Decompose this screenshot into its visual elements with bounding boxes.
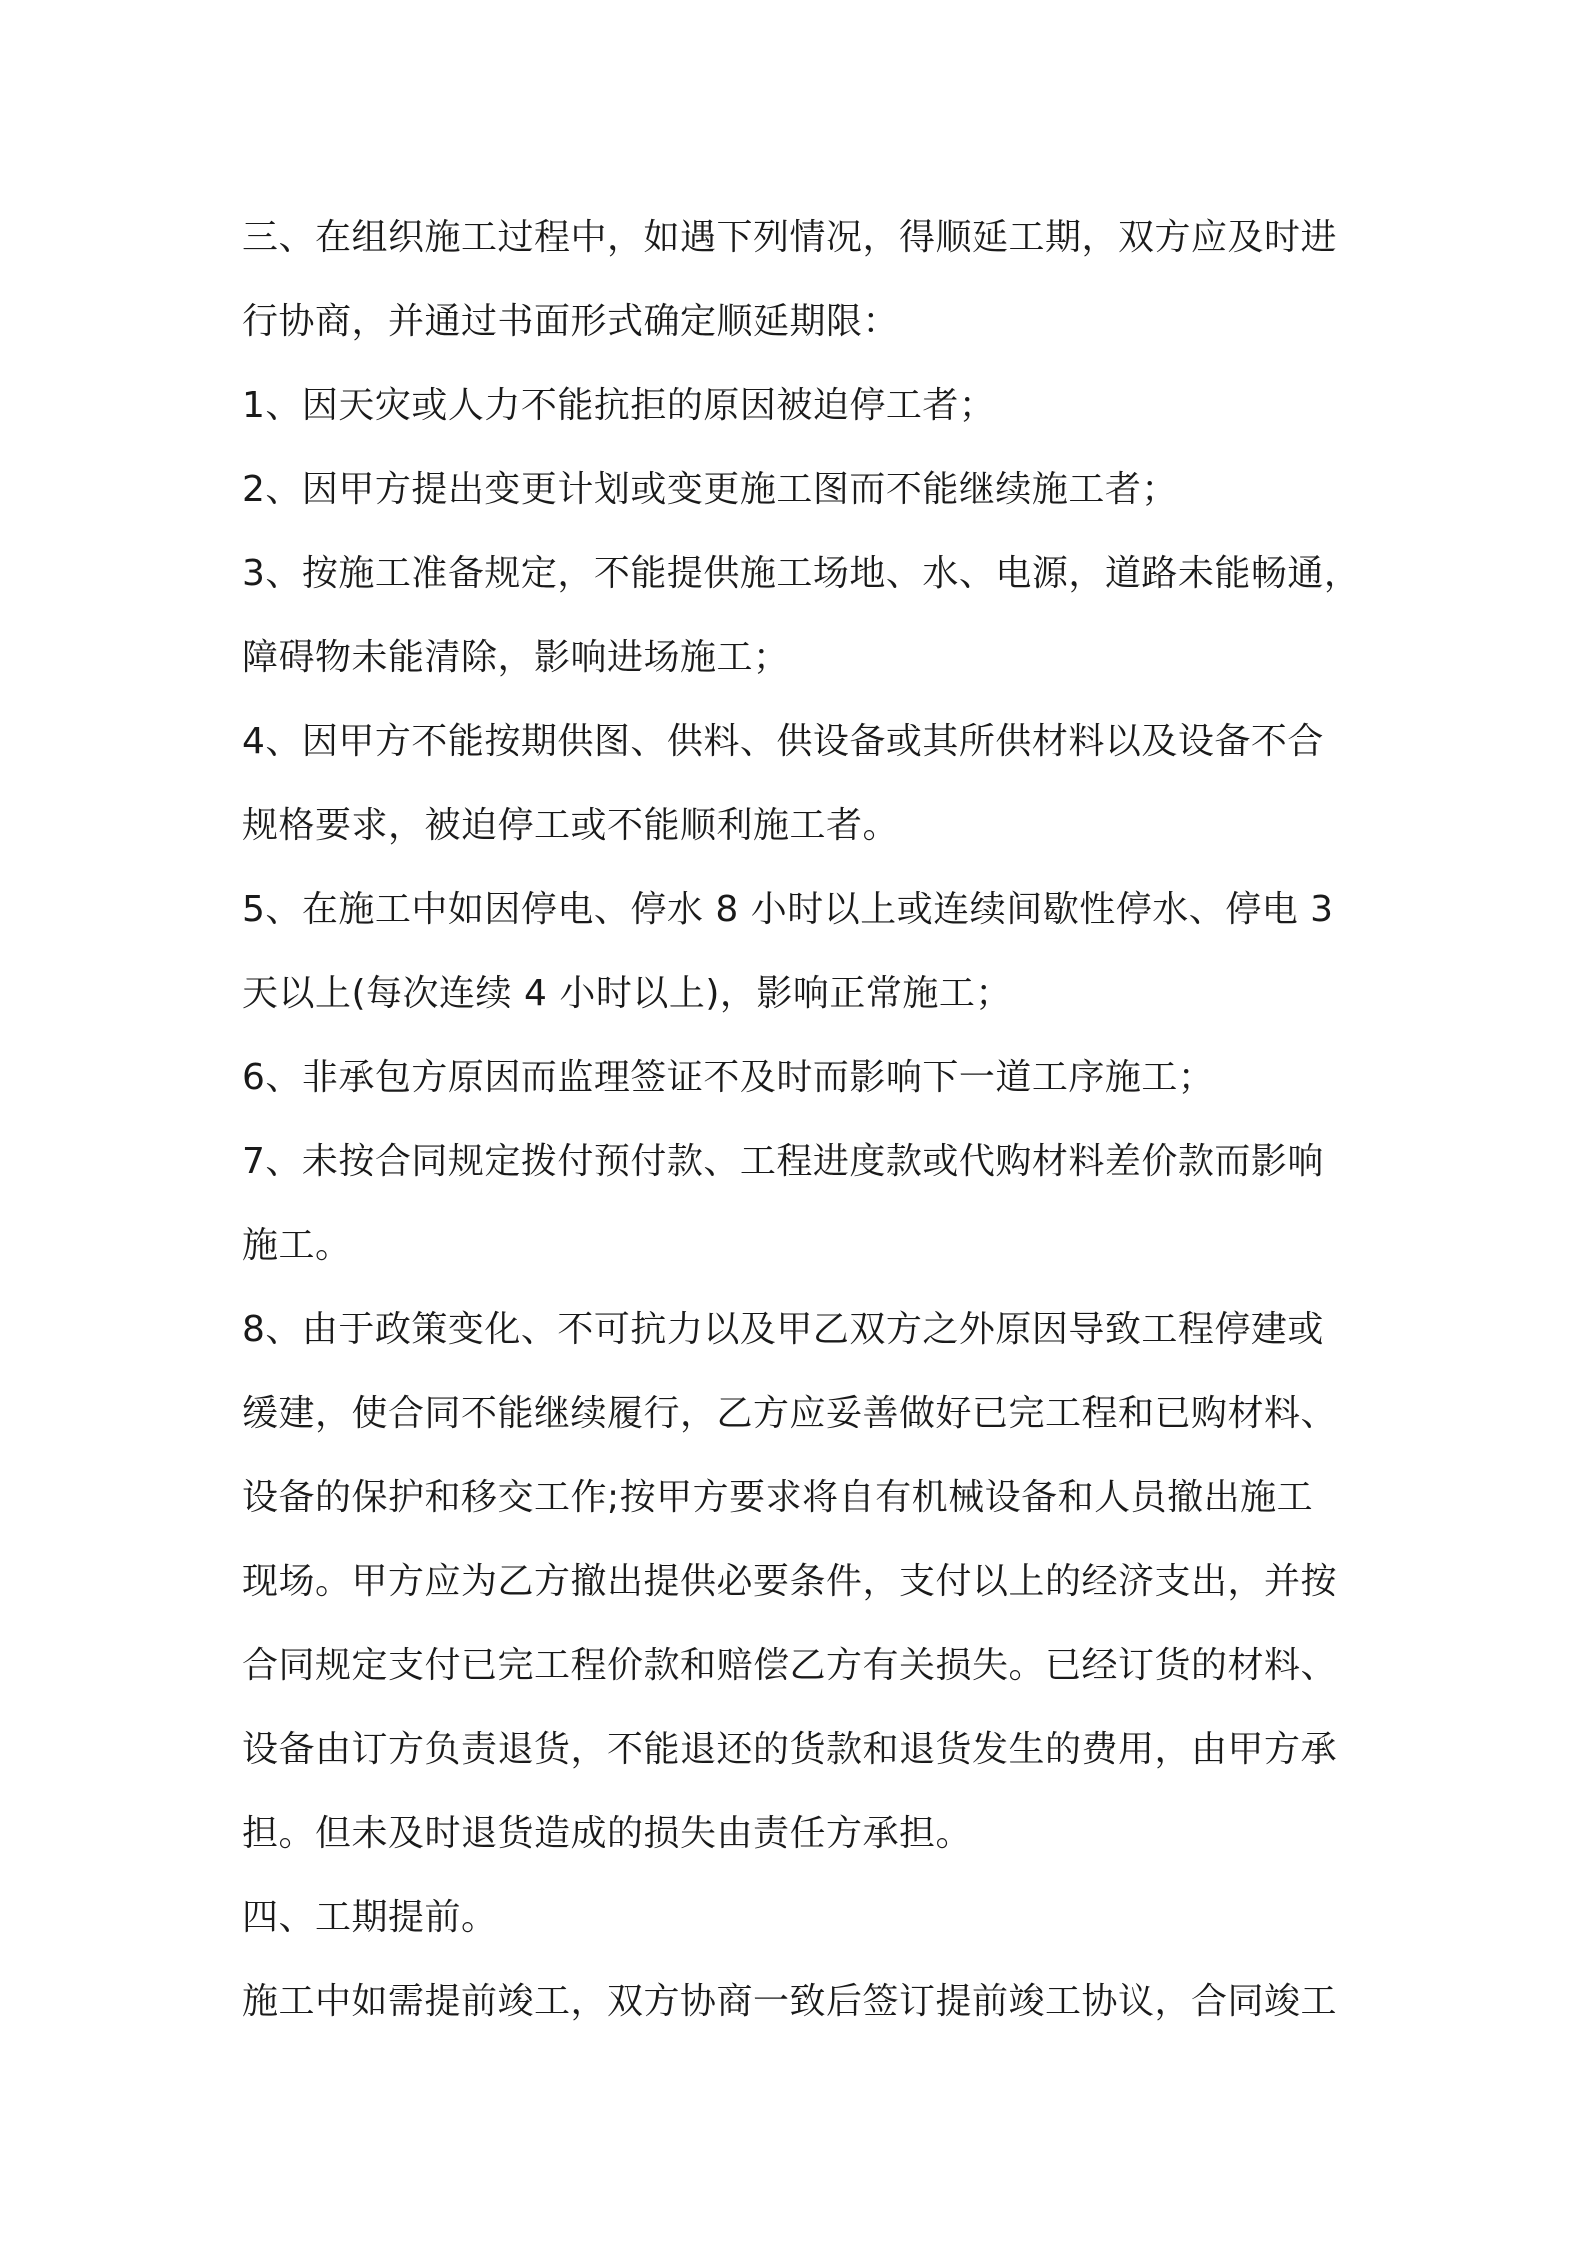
text-line: 设备的保护和移交工作;按甲方要求将自有机械设备和人员撤出施工 (242, 1477, 1314, 1518)
text-line: 障碍物未能清除，影响进场施工； (242, 637, 790, 678)
text-line: 三、在组织施工过程中，如遇下列情况，得顺延工期，双方应及时进 (242, 217, 1338, 258)
text-line: 1、因天灾或人力不能抗拒的原因被迫停工者； (242, 385, 996, 426)
paragraph-item-2 (242, 448, 1377, 532)
text-line: 3、按施工准备规定，不能提供施工场地、水、电源，道路未能畅通， (242, 553, 1361, 594)
text-line: 天以上(每次连续 4 小时以上)，影响正常施工； (242, 973, 1012, 1014)
paragraph-item-8 (242, 1288, 1377, 1876)
text-line: 施工中如需提前竣工，双方协商一致后签订提前竣工协议，合同竣工 (242, 1981, 1338, 2022)
text-line: 担。但未及时退货造成的损失由责任方承担。 (242, 1813, 973, 1854)
text-line: 设备由订方负责退货，不能退还的货款和退货发生的费用，由甲方承 (242, 1729, 1338, 1770)
paragraph-section-4-body (242, 1960, 1377, 2044)
text-line: 行协商，并通过书面形式确定顺延期限： (242, 301, 900, 342)
text-line: 7、未按合同规定拨付预付款、工程进度款或代购材料差价款而影响 (242, 1141, 1324, 1182)
text-line: 合同规定支付已完工程价款和赔偿乙方有关损失。已经订货的材料、 (242, 1645, 1338, 1686)
text-line: 2、因甲方提出变更计划或变更施工图而不能继续施工者； (242, 469, 1178, 510)
text-line: 缓建，使合同不能继续履行，乙方应妥善做好已完工程和已购材料、 (242, 1393, 1338, 1434)
document-body (242, 196, 1377, 2044)
paragraph-item-1 (242, 364, 1377, 448)
text-line: 施工。 (242, 1225, 352, 1266)
paragraph-item-3 (242, 532, 1377, 700)
paragraph-item-5 (242, 868, 1377, 1036)
text-line: 现场。甲方应为乙方撤出提供必要条件，支付以上的经济支出，并按 (242, 1561, 1338, 1602)
text-line: 5、在施工中如因停电、停水 8 小时以上或连续间歇性停水、停电 3 (242, 889, 1334, 930)
paragraph-section-3-intro (242, 196, 1377, 364)
text-line: 8、由于政策变化、不可抗力以及甲乙双方之外原因导致工程停建或 (242, 1309, 1324, 1350)
text-line: 4、因甲方不能按期供图、供料、供设备或其所供材料以及设备不合 (242, 721, 1324, 762)
paragraph-item-6 (242, 1036, 1377, 1120)
text-line: 四、工期提前。 (242, 1897, 498, 1938)
text-line: 6、非承包方原因而监理签证不及时而影响下一道工序施工； (242, 1057, 1215, 1098)
text-line: 规格要求，被迫停工或不能顺利施工者。 (242, 805, 900, 846)
paragraph-item-4 (242, 700, 1377, 868)
paragraph-item-7 (242, 1120, 1377, 1288)
section-heading-4 (242, 1876, 1377, 1960)
